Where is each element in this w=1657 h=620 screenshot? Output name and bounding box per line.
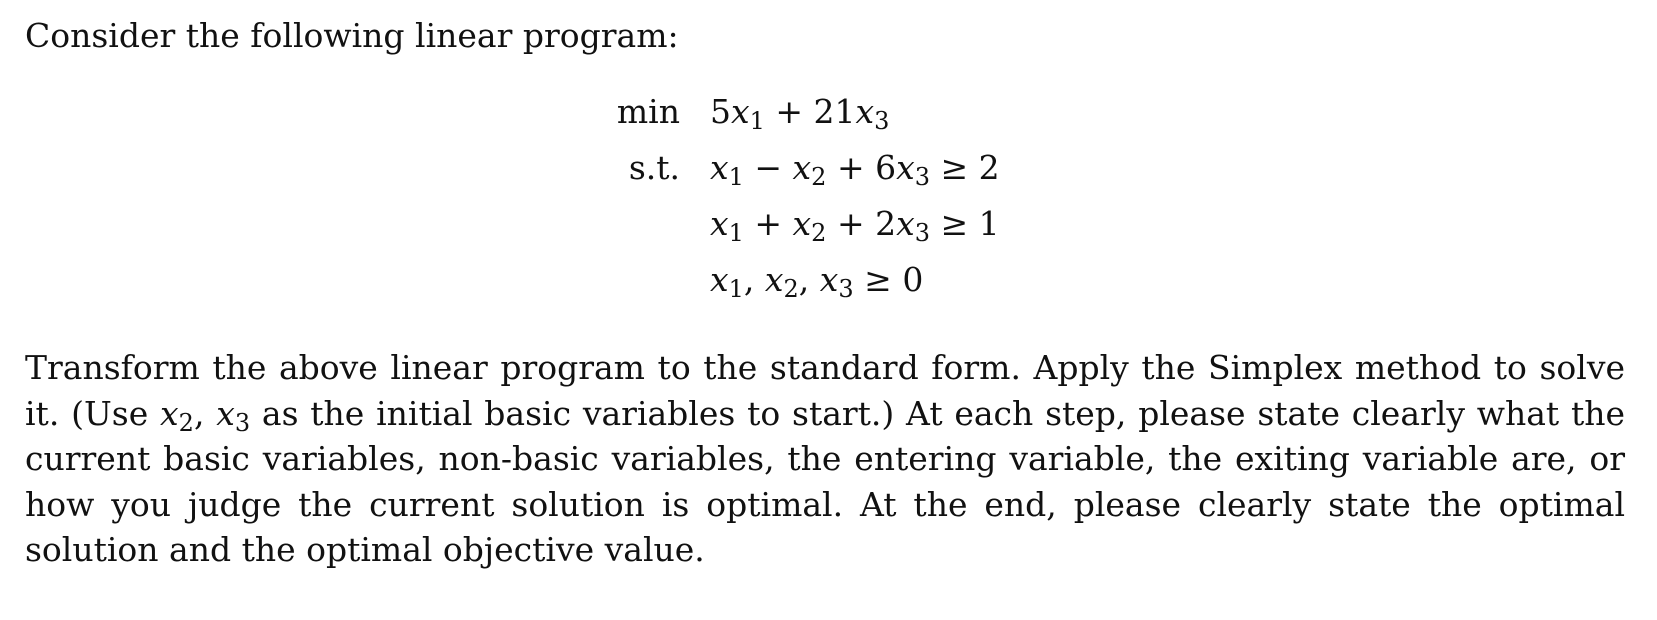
instructions-paragraph: Transform the above linear program to the standard form. Apply the Simplex method to solve it. (Use $x_2$, $x_3$ as the initial basic variables to start.) At each step, please state clearly what the current basic variables, non-basic variables, the entering variable, the exiting variable are, or how you judge the current solution is optimal. At the end, please clearly state the optimal solution and the optimal objective value. (25, 348, 1626, 569)
constraint-expression: $x_1 - x_2 + 6x_3 \ge 2$ (710, 148, 1000, 191)
objective-expression: $5x_1 + 21x_3$ (710, 92, 890, 135)
st-keyword: s.t. (628, 148, 680, 187)
intro-text: Consider the following linear program: (25, 16, 679, 55)
constraint-expression: $x_1 + x_2 + 2x_3 \ge 1$ (710, 204, 1000, 247)
min-keyword: min (616, 92, 680, 131)
nonnegativity-expression: $x_1$, $x_2$, $x_3 \ge 0$ (710, 260, 924, 303)
